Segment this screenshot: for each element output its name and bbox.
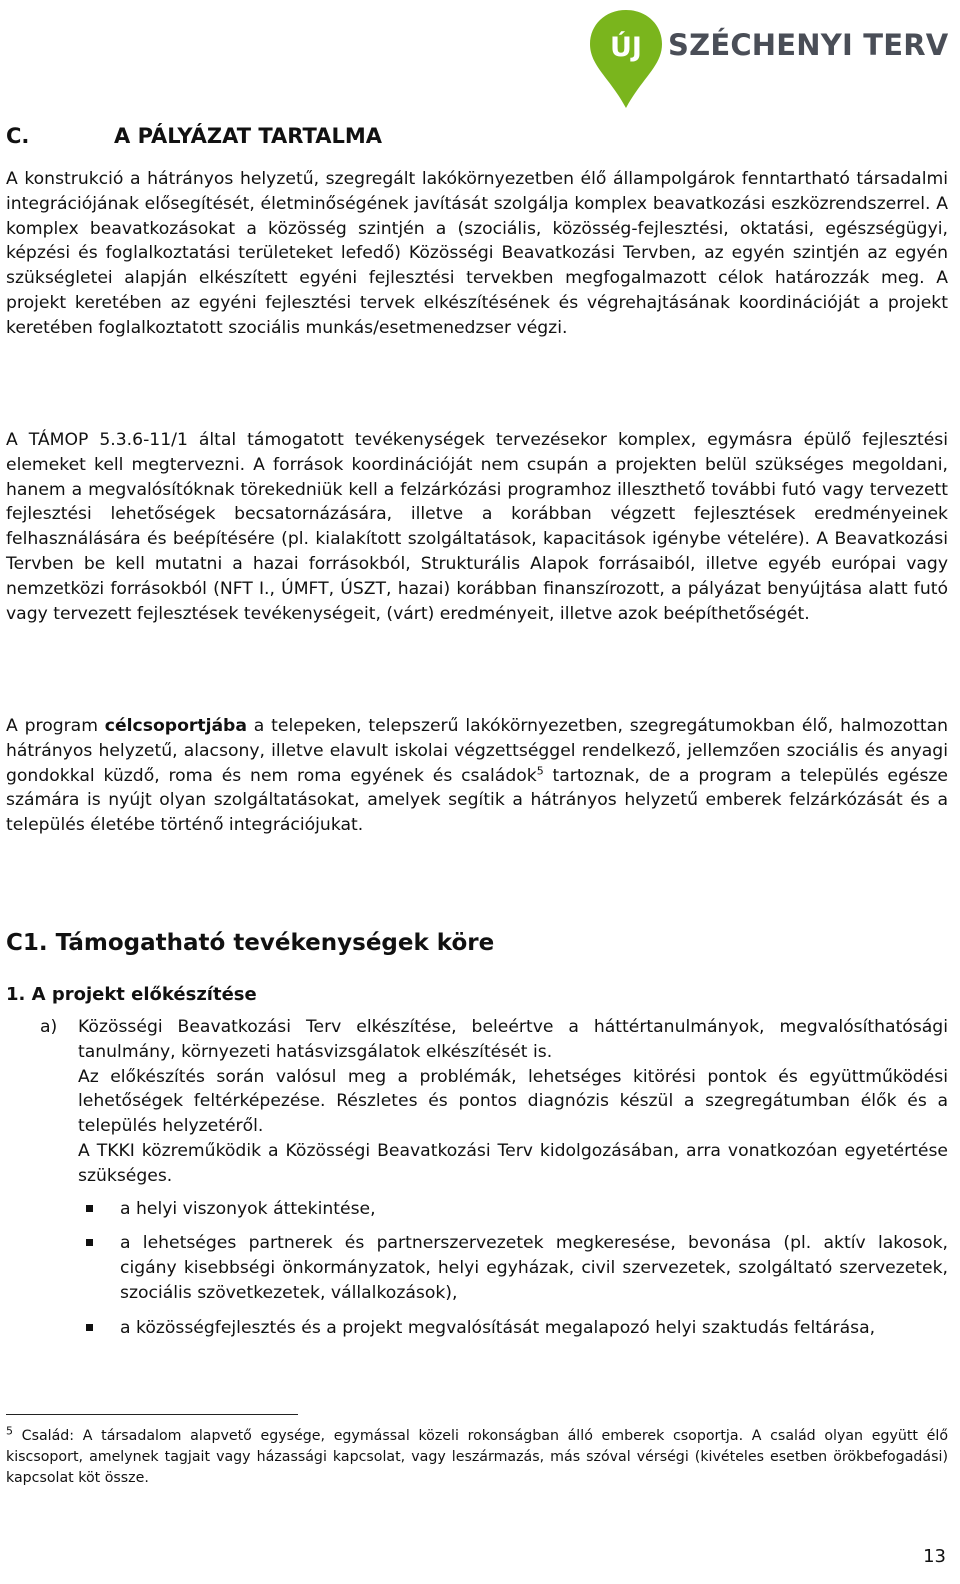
footnote-ref[interactable]: 5 [536,763,544,777]
bullet-text: a lehetséges partnerek és partnerszervezetek megkeresése, bevonása (pl. aktív lakosok, cigány kisebbségi önkormányzatok, helyi egyházak, civil szervezetek, szolgáltató szervezetek, szociális szövetkezetek, vállalkozások), [120,1233,948,1303]
paragraph-3-bold: célcsoportjába [104,716,247,736]
item-a-text-3: A TKKI közreműködik a Közösségi Beavatkozási Terv kidolgozásában, arra vonatkozóan egyetértése szükséges. [78,1140,948,1186]
section-heading [6,124,382,148]
section-title: A PÁLYÁZAT TARTALMA [114,124,382,148]
list-item-a [40,1015,948,1351]
szechenyi-terv-logo [588,6,949,110]
subsection-title: C1. Támogatható tevékenységek köre [6,930,495,956]
paragraph-3-end: tartoznak, de a program a település egésze számára is nyújt olyan szolgáltatásokat, amelyek segítik a hátrányos helyzetű emberek felzárkózását és a település életébe történő integrációjukat. [6,765,949,836]
footnote-text: Család: A társadalom alapvető egysége, egymással közeli rokonságban álló emberek csoportja. A család olyan együtt élő kiscsoport, amelynek tagjait vagy házassági kapcsolat, vagy leszármazás, más szóval vérségi (kivételes esetben örökbefogadási) kapcsolat köt össze. [6,1428,948,1486]
list-item-label: a) [40,1017,58,1037]
bullet-list [78,1197,948,1341]
footnote-number: 5 [6,1424,13,1438]
logo-text: SZÉCHENYI TERV [668,28,949,62]
item-a-text-1: Közösségi Beavatkozási Terv elkészítése, beleértve a háttértanulmányok, megvalósíthatósági tanulmány, környezeti hatásvizsgálatok elkészítését is. [78,1017,948,1062]
page-number: 13 [923,1546,946,1567]
paragraph-3-middle: a telepeken, telepszerű lakókörnyezetben, szegregátumokban élő, halmozottan hátrányos helyzetű, alacsony, illetve elavult iskolai végzettséggel rendelkező, jellemzően szociális és anyagi gondokkal küzdő, roma és nem roma egyének és családok [6,716,948,786]
paragraph-3-intro: A program [6,716,105,736]
section-number: C. [6,124,30,148]
paragraph-2: A TÁMOP 5.3.6-11/1 által támogatott tevékenységek tervezésekor komplex, egymásra épülő fejlesztési elemeket kell megtervezni. A források koordinációját nem csupán a projekten belül szükséges megoldani, hanem a megvalósítóknak törekedniük kell a felzárkózási programhoz illeszthető további futó vagy tervezett fejlesztési lehetőségek becsatornázására, illetve a korábban végzett fejlesztések eredményeinek felhasználására és beépítésére (pl. kialakított szolgáltatások, kapacitások igénybe vételére). A Beavatkozási Tervben be kell mutatni a hazai forrásokból, Strukturális Alapok forrásaiból, illetve egyéb európai vagy nemzetközi forrásokból (NFT I., ÚMFT, ÚSZT, hazai) korábban finanszírozott, a pályázat benyújtása alatt futó vagy tervezett fejlesztések tevékenységeit, (várt) eredményeit, illetve azok beépíthetőségét. [6,430,948,624]
sub-subsection-title: 1. A projekt előkészítése [6,984,257,1005]
item-a-text-2: Az előkészítés során valósul meg a problémák, lehetséges kitörési pontok és együttműködési lehetőségek feltérképezése. Részletes és pontos diagnózis készül a szegregátumban élők és a település helyzetéről. [78,1066,948,1137]
bullet-text: a helyi viszonyok áttekintése, [120,1198,376,1219]
bullet-square-icon [86,1239,93,1246]
bullet-square-icon [86,1324,93,1331]
list-item [78,1231,948,1305]
bullet-text: a közösségfejlesztés és a projekt megvalósítását megalapozó helyi szaktudás feltárása, [120,1317,876,1338]
paragraph-1: A konstrukció a hátrányos helyzetű, szegregált lakókörnyezetben élő állampolgárok fenntartható társadalmi integrációjának elősegítését, életminőségének javítását szolgálja komplex beavatkozási eszközrendszerrel. A komplex beavatkozásokat a közösség szintjén a (szociális, közösség-fejlesztési, oktatási, egészségügyi, képzési és foglalkoztatási területeket lefedő) Közösségi Beavatkozási Tervben, az egyén szintjén az egyén szükségletei alapján elkészített egyéni fejlesztési tervekben megfogalmazott célok határozzák meg. A projekt keretében az egyéni fejlesztési tervek elkészítésének és végrehajtásának koordinációját a projekt keretében foglalkoztatott szociális munkás/esetmenedzser végzi. [6,169,948,338]
bullet-square-icon [86,1205,93,1212]
footnote [6,1426,948,1489]
logo-mark-text: ÚJ [610,32,642,63]
list-item [78,1197,948,1222]
logo-pin-icon [588,6,668,110]
paragraph-3 [6,714,948,838]
list-item [78,1316,948,1341]
footnote-divider [6,1414,298,1415]
